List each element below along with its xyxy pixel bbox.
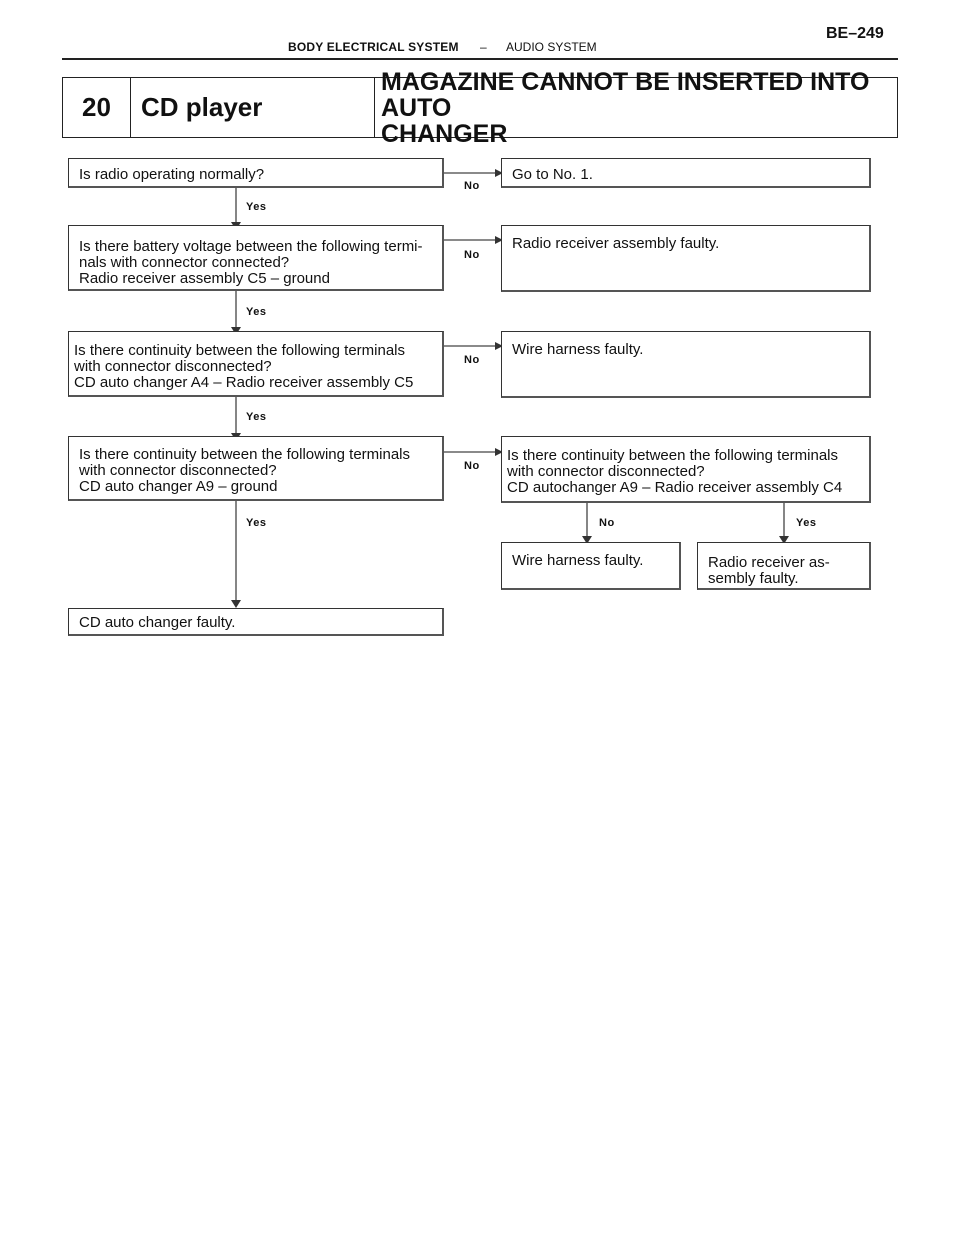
check-text: Is there battery voltage between the following termi- nals with connector connected? Radio receiver assembly C5 – ground bbox=[79, 238, 423, 287]
problem-number: 20 bbox=[63, 78, 131, 137]
problem-description: MAGAZINE CANNOT BE INSERTED INTO AUTO CHANGER bbox=[381, 67, 870, 148]
result-text: Wire harness faulty. bbox=[512, 341, 644, 358]
result-radio-receiver-faulty bbox=[501, 225, 871, 292]
no-label-2: No bbox=[464, 249, 480, 261]
yes-label-2: Yes bbox=[246, 306, 267, 318]
check-text: Is there continuity between the following terminals with connector disconnected? CD auto changer A4 – Radio receiver assembly C5 bbox=[74, 342, 414, 391]
no-label-5: No bbox=[599, 517, 615, 529]
page-number: BE–249 bbox=[826, 25, 884, 42]
result-text: Go to No. 1. bbox=[512, 166, 593, 183]
header-subsystem: AUDIO SYSTEM bbox=[506, 40, 597, 54]
check-continuity-a9-c4 bbox=[501, 436, 871, 503]
no-label-3: No bbox=[464, 354, 480, 366]
header-system: BODY ELECTRICAL SYSTEM bbox=[288, 40, 459, 54]
result-cd-auto-changer-faulty bbox=[68, 608, 444, 636]
no-label-1: No bbox=[464, 180, 480, 192]
check-text: Is there continuity between the following terminals with connector disconnected? CD auto changer A9 – ground bbox=[79, 446, 411, 495]
result-go-to-no1 bbox=[501, 158, 871, 188]
no-label-4: No bbox=[464, 460, 480, 472]
header-separator: – bbox=[480, 40, 487, 54]
check-text: Is there continuity between the following terminals with connector disconnected? CD autochanger A9 – Radio receiver assembly C4 bbox=[507, 447, 843, 496]
result-wire-harness-faulty-2 bbox=[501, 542, 681, 590]
check-continuity-a9-ground bbox=[68, 436, 444, 501]
yes-label-4: Yes bbox=[246, 517, 267, 529]
result-wire-harness-faulty-1 bbox=[501, 331, 871, 398]
result-text: Radio receiver assembly faulty. bbox=[512, 235, 720, 252]
result-text: Wire harness faulty. bbox=[512, 552, 644, 569]
result-text: CD auto changer faulty. bbox=[79, 614, 236, 631]
yes-label-5: Yes bbox=[796, 517, 817, 529]
problem-component: CD player bbox=[131, 78, 375, 137]
result-radio-receiver-assembly-faulty bbox=[697, 542, 871, 590]
check-battery-voltage bbox=[68, 225, 444, 291]
check-radio-operating bbox=[68, 158, 444, 188]
result-text: Radio receiver as- sembly faulty. bbox=[708, 554, 830, 587]
yes-label-1: Yes bbox=[246, 201, 267, 213]
yes-label-3: Yes bbox=[246, 411, 267, 423]
check-text: Is radio operating normally? bbox=[79, 166, 265, 183]
check-continuity-a4-c5 bbox=[68, 331, 444, 397]
